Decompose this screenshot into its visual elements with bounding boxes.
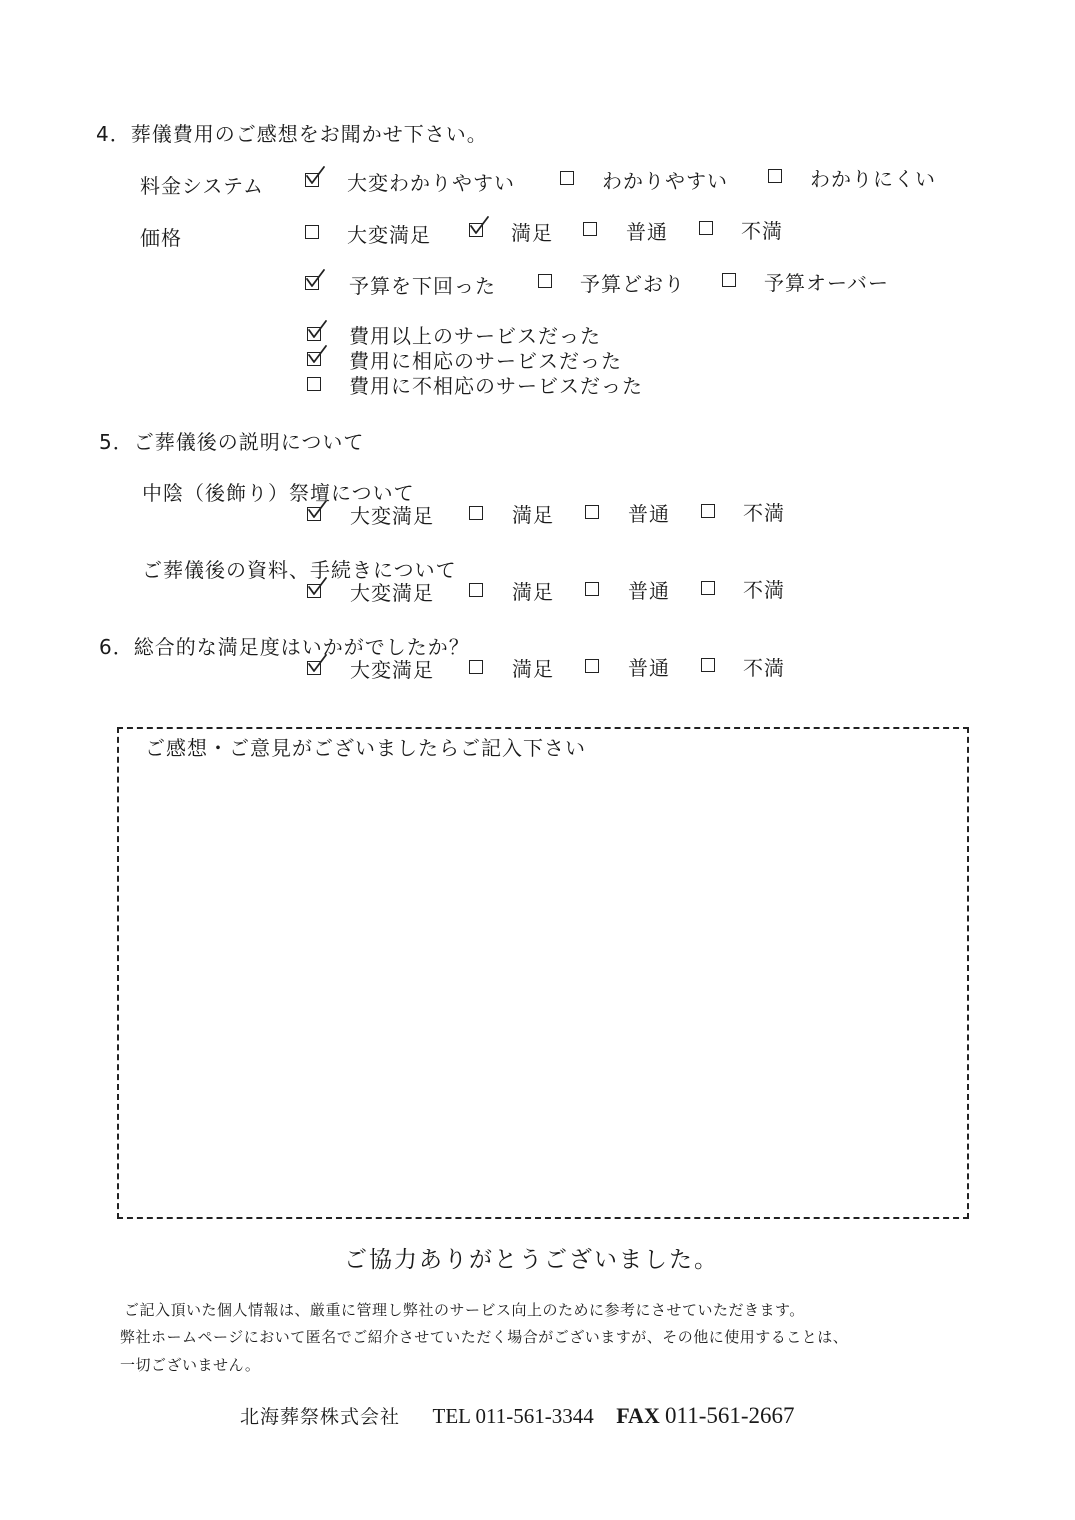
q5-docs-option-0: 大変満足	[350, 581, 434, 605]
q5-docs-checkbox-0[interactable]	[307, 584, 321, 598]
q5-docs-checkbox-1[interactable]	[469, 583, 483, 597]
q6-title: 6．総合的な満足度はいかがでしたか？	[99, 635, 470, 659]
fax-number: 011-561-2667	[665, 1403, 795, 1428]
q4-service-checkbox-0[interactable]	[307, 327, 321, 341]
fax-label: FAX	[616, 1403, 660, 1428]
q5-altar-checkbox-1[interactable]	[469, 506, 483, 520]
privacy-note-line3: 一切ございません。	[120, 1356, 261, 1374]
check-mark-icon	[309, 655, 326, 671]
q5-docs-option-1: 満足	[512, 580, 554, 604]
q4-service-option-1: 費用に相応のサービスだった	[349, 349, 622, 373]
q4-system-label: 料金システム	[140, 174, 264, 198]
q5-docs-checkbox-2[interactable]	[585, 582, 599, 596]
q4-price-option-2: 普通	[626, 220, 668, 244]
q4-budget-checkbox-2[interactable]	[722, 273, 736, 287]
q5-docs-checkbox-3[interactable]	[701, 581, 715, 595]
q4-service-option-0: 費用以上のサービスだった	[349, 324, 601, 348]
q5-docs-label: ご葬儀後の資料、手続きについて	[142, 558, 457, 582]
q4-budget-checkbox-0[interactable]	[305, 276, 319, 290]
comment-box[interactable]	[117, 727, 969, 1219]
q4-price-checkbox-3[interactable]	[699, 221, 713, 235]
thanks-message: ご協力ありがとうございました。	[344, 1247, 719, 1273]
q4-service-option-2: 費用に不相応のサービスだった	[349, 374, 643, 398]
q4-system-option-2: わかりにくい	[810, 167, 936, 191]
q4-price-option-3: 不満	[741, 219, 783, 243]
q4-title: 4．葬儀費用のご感想をお聞かせ下さい。	[96, 122, 488, 146]
q4-price-checkbox-2[interactable]	[583, 222, 597, 236]
privacy-note-line2: 弊社ホームページにおいて匿名でご紹介させていただく場合がございますが、その他に使用することは、	[120, 1328, 849, 1346]
q4-service-checkbox-1[interactable]	[307, 352, 321, 366]
q4-system-option-0: 大変わかりやすい	[347, 171, 515, 195]
q5-altar-option-2: 普通	[628, 502, 670, 526]
q6-checkbox-2[interactable]	[585, 659, 599, 673]
q4-price-option-1: 満足	[511, 221, 553, 245]
q5-docs-option-2: 普通	[628, 579, 670, 603]
check-mark-icon	[307, 270, 324, 286]
q6-option-1: 満足	[512, 657, 554, 681]
q6-option-2: 普通	[628, 656, 670, 680]
q4-budget-option-0: 予算を下回った	[349, 274, 496, 298]
q4-budget-option-2: 予算オーバー	[764, 271, 889, 295]
q5-altar-checkbox-0[interactable]	[307, 507, 321, 521]
q6-option-3: 不満	[743, 656, 785, 680]
q4-system-checkbox-1[interactable]	[560, 171, 574, 185]
tel-number: 011-561-3344	[475, 1404, 594, 1428]
check-mark-icon	[309, 321, 326, 337]
company-name: 北海葬祭株式会社	[240, 1406, 401, 1428]
q4-system-checkbox-2[interactable]	[768, 169, 782, 183]
q6-option-0: 大変満足	[350, 658, 434, 682]
q4-budget-checkbox-1[interactable]	[538, 274, 552, 288]
footer-contact	[240, 1402, 795, 1429]
q5-altar-option-3: 不満	[743, 501, 785, 525]
q4-system-checkbox-0[interactable]	[305, 173, 319, 187]
q4-budget-option-1: 予算どおり	[580, 272, 685, 296]
check-mark-icon	[307, 167, 324, 183]
q5-altar-checkbox-2[interactable]	[585, 505, 599, 519]
q6-checkbox-1[interactable]	[469, 660, 483, 674]
q5-altar-label: 中陰（後飾り）祭壇について	[142, 481, 415, 505]
q4-service-checkbox-2[interactable]	[307, 377, 321, 391]
q5-altar-option-1: 満足	[512, 503, 554, 527]
comment-label: ご感想・ご意見がございましたらご記入下さい	[145, 736, 586, 760]
q5-altar-checkbox-3[interactable]	[701, 504, 715, 518]
check-mark-icon	[309, 346, 326, 362]
q4-system-option-1: わかりやすい	[602, 169, 728, 193]
check-mark-icon	[309, 501, 326, 517]
q4-price-option-0: 大変満足	[347, 223, 431, 247]
q4-price-label: 価格	[140, 226, 182, 250]
privacy-note-line1: ご記入頂いた個人情報は、厳重に管理し弊社のサービス向上のために参考にさせていただきます。	[124, 1301, 805, 1319]
q6-checkbox-3[interactable]	[701, 658, 715, 672]
q5-docs-option-3: 不満	[743, 578, 785, 602]
check-mark-icon	[471, 217, 488, 233]
q6-checkbox-0[interactable]	[307, 661, 321, 675]
tel-label: TEL	[432, 1404, 471, 1428]
q4-price-checkbox-0[interactable]	[305, 225, 319, 239]
q4-price-checkbox-1[interactable]	[469, 223, 483, 237]
q5-title: 5．ご葬儀後の説明について	[99, 430, 365, 454]
check-mark-icon	[309, 578, 326, 594]
q5-altar-option-0: 大変満足	[350, 504, 434, 528]
